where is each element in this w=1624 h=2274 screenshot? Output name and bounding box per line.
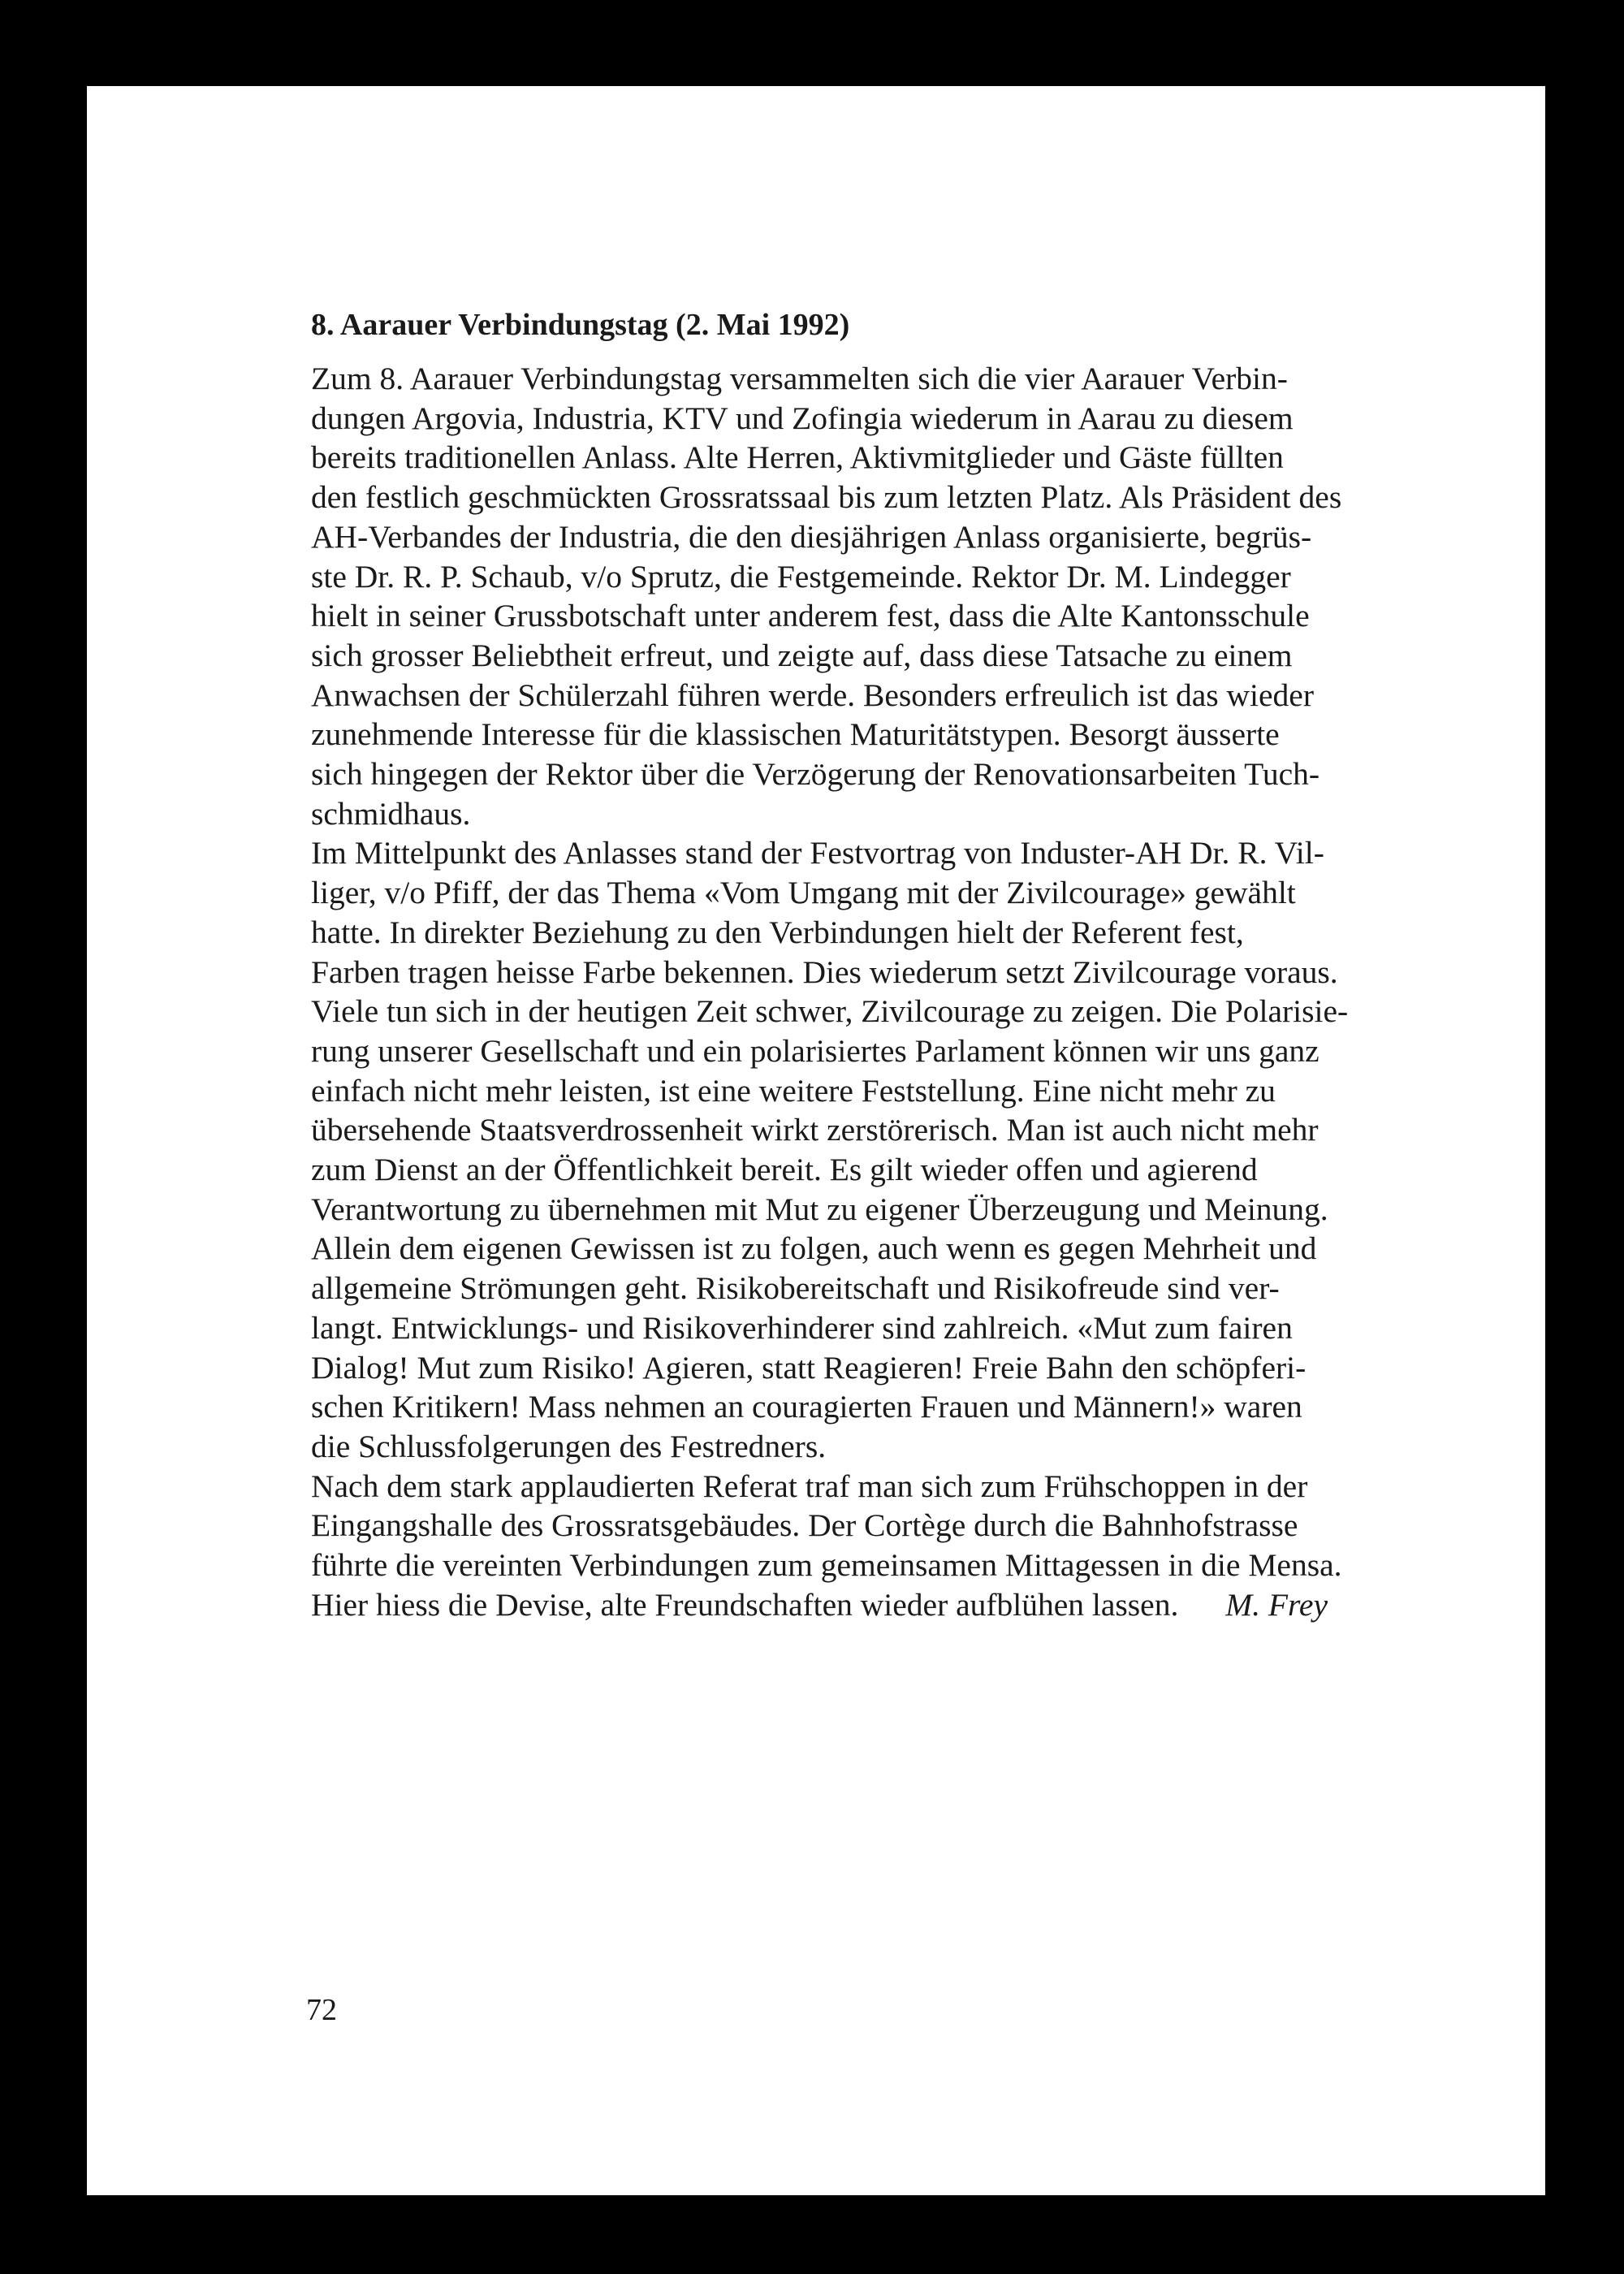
article-text-line: Verantwortung zu übernehmen mit Mut zu eigener Überzeugung und Meinung. [311, 1191, 1328, 1227]
article-text-line: Dialog! Mut zum Risiko! Agieren, statt Reagieren! Freie Bahn den schöpferi- [311, 1349, 1307, 1386]
article-text-line: Eingangshalle des Grossratsgebäudes. Der Cortège durch die Bahnhofstrasse [311, 1507, 1298, 1544]
article-text-line: den festlich geschmückten Grossratssaal bis zum letzten Platz. Als Präsident des [311, 479, 1342, 516]
article-text-line: Viele tun sich in der heutigen Zeit schwer, Zivilcourage zu zeigen. Die Polarisie- [311, 993, 1349, 1030]
closing-sentence: Hier hiess die Devise, alte Freundschaften wieder aufblühen lassen. [311, 1586, 1179, 1623]
document-page [87, 86, 1545, 2195]
article-text-line: Im Mittelpunkt des Anlasses stand der Festvortrag von Induster-AH Dr. R. Vil- [311, 835, 1324, 871]
article-text-line: liger, v/o Pfiff, der das Thema «Vom Umgang mit der Zivilcourage» gewählt [311, 875, 1296, 911]
author-signature: M. Frey [1225, 1586, 1328, 1623]
page-number: 72 [306, 1993, 337, 2027]
article-text-line: sich hingegen der Rektor über die Verzögerung der Renovationsarbeiten Tuch- [311, 756, 1320, 793]
article-text-line: sich grosser Beliebtheit erfreut, und zeigte auf, dass diese Tatsache zu einem [311, 637, 1293, 673]
article-text-line: AH-Verbandes der Industria, die den diesjährigen Anlass organisierte, begrüs- [311, 518, 1312, 555]
article-text-line: einfach nicht mehr leisten, ist eine weitere Feststellung. Eine nicht mehr zu [311, 1072, 1276, 1109]
article-text-line: schen Kritikern! Mass nehmen an couragierten Frauen und Männern!» waren [311, 1389, 1302, 1425]
article-closing-line [311, 1585, 1529, 1625]
article-text-line: Nach dem stark applaudierten Referat traf man sich zum Frühschoppen in der [311, 1468, 1308, 1504]
article-text-line: zunehmende Interesse für die klassischen Maturitätstypen. Besorgt äusserte [311, 716, 1280, 753]
article-text-line: Allein dem eigenen Gewissen ist zu folgen, auch wenn es gegen Mehrheit und [311, 1230, 1317, 1267]
article-text-line: allgemeine Strömungen geht. Risikobereitschaft und Risikofreude sind ver- [311, 1270, 1280, 1307]
article-text-line: führte die vereinten Verbindungen zum gemeinsamen Mittagessen in die Mensa. [311, 1547, 1342, 1584]
article-text-line: zum Dienst an der Öffentlichkeit bereit. Es gilt wieder offen und agierend [311, 1152, 1258, 1188]
article-text-line: Farben tragen heisse Farbe bekennen. Dies wiederum setzt Zivilcourage voraus. [311, 953, 1338, 990]
article-text-line: Anwachsen der Schülerzahl führen werde. Besonders erfreulich ist das wieder [311, 677, 1314, 713]
article-text-line: bereits traditionellen Anlass. Alte Herren, Aktivmitglieder und Gäste füllten [311, 439, 1284, 476]
article-text-line: hielt in seiner Grussbotschaft unter anderem fest, dass die Alte Kantonsschule [311, 598, 1310, 634]
article-text-line: hatte. In direkter Beziehung zu den Verbindungen hielt der Referent fest, [311, 914, 1244, 950]
article-text-line: übersehende Staatsverdrossenheit wirkt zerstörerisch. Man ist auch nicht mehr [311, 1112, 1319, 1148]
article-text-line: langt. Entwicklungs- und Risikoverhinderer sind zahlreich. «Mut zum fairen [311, 1309, 1293, 1346]
article-text-line: ste Dr. R. P. Schaub, v/o Sprutz, die Festgemeinde. Rektor Dr. M. Lindegger [311, 558, 1291, 594]
article-text-line: dungen Argovia, Industria, KTV und Zofingia wiederum in Aarau zu diesem [311, 400, 1294, 436]
article-text-line: rung unserer Gesellschaft und ein polarisiertes Parlament können wir uns ganz [311, 1032, 1320, 1069]
article-text-line: Zum 8. Aarauer Verbindungstag versammelten sich die vier Aarauer Verbin- [311, 361, 1288, 396]
article-text-line: schmidhaus. [311, 795, 471, 832]
article-body [311, 359, 1529, 1585]
article-text-line: die Schlussfolgerungen des Festredners. [311, 1428, 827, 1464]
article-heading: 8. Aarauer Verbindungstag (2. Mai 1992) [311, 308, 850, 342]
article [311, 304, 1529, 1625]
